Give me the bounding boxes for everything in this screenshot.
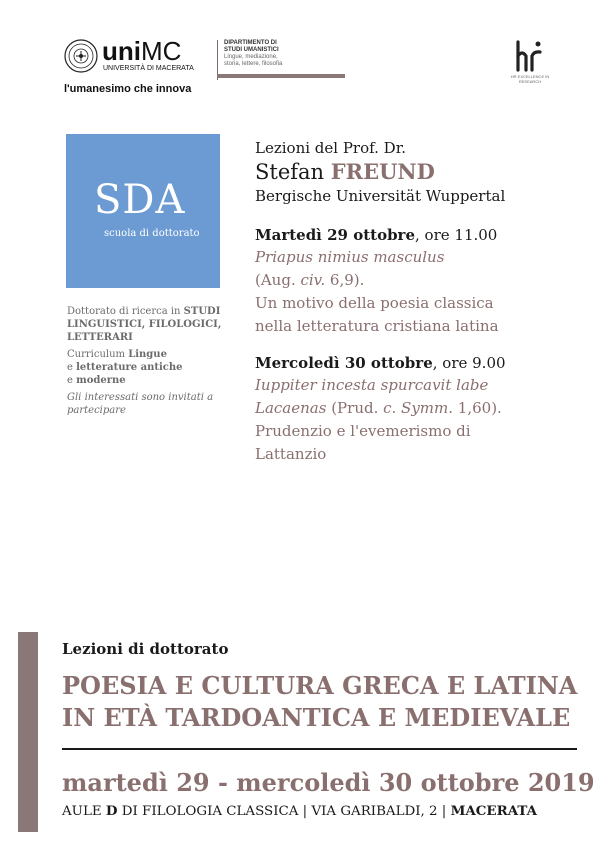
speaker-name: Stefan FREUND <box>255 159 435 184</box>
dept-underline <box>217 74 345 78</box>
session-1-title: Priapus nimius masculus (Aug. civ. 6,9). Un motivo della poesia classica nella letteratura cristiana latina <box>255 248 499 335</box>
dept-line-4: storia, lettere, filosofia <box>224 61 283 67</box>
session-1-date: Martedì 29 ottobre, ore 11.00 <box>255 226 498 244</box>
dept-line-2: STUDI UMANISTICI <box>224 47 279 53</box>
divider <box>62 748 577 750</box>
dept-line-1: DIPARTIMENTO DI <box>224 40 277 46</box>
university-seal-icon <box>64 39 98 73</box>
lecture-details <box>255 138 595 480</box>
event-title <box>62 670 592 734</box>
event-type-label: Lezioni di dottorato <box>62 640 229 658</box>
doctorate-program: Dottorato di ricerca in STUDI LINGUISTICI, FILOLOGICI, LETTERARI <box>67 306 222 343</box>
sda-logo <box>66 134 220 288</box>
doctorate-curriculum: Curriculum Lingue e letterature antiche e moderne <box>67 349 183 386</box>
unimc-wordmark: uniMC <box>102 36 182 66</box>
accent-bar <box>18 632 38 832</box>
lecture-intro: Lezioni del Prof. Dr. <box>255 139 407 157</box>
session-2-date: Mercoledì 30 ottobre, ore 9.00 <box>255 354 506 372</box>
hr-subtitle: HR EXCELLENCE IN RESEARCH <box>510 74 550 84</box>
event-title-line-2: IN ETÀ TARDOANTICA E MEDIEVALE <box>62 703 571 732</box>
speaker-university: Bergische Universität Wuppertal <box>255 187 506 205</box>
dept-line-3: Lingue, mediazione, <box>224 54 278 60</box>
sda-subtitle: scuola di dottorato <box>104 228 200 239</box>
doctorate-info <box>67 305 237 421</box>
event-location: AULE D DI FILOLOGIA CLASSICA | VIA GARIBALDI, 2 | MACERATA <box>62 803 538 819</box>
event-dates: martedì 29 - mercoledì 30 ottobre 2019 <box>62 768 595 797</box>
session-2-title: Iuppiter incesta spurcavit labe Lacaenas (Prud. c. Symm. 1,60). Prudenzio e l'evemerismo di Lattanzio <box>255 376 502 463</box>
unimc-logo <box>64 36 204 96</box>
unimc-subtitle: UNIVERSITÀ DI MACERATA <box>103 65 194 72</box>
invitation-note: Gli interessati sono invitati a partecipare <box>67 392 214 416</box>
sda-letters: SDA <box>94 177 186 223</box>
unimc-tagline: l'umanesimo che innova <box>64 83 192 95</box>
event-title-line-1: POESIA E CULTURA GRECA E LATINA <box>62 671 578 700</box>
